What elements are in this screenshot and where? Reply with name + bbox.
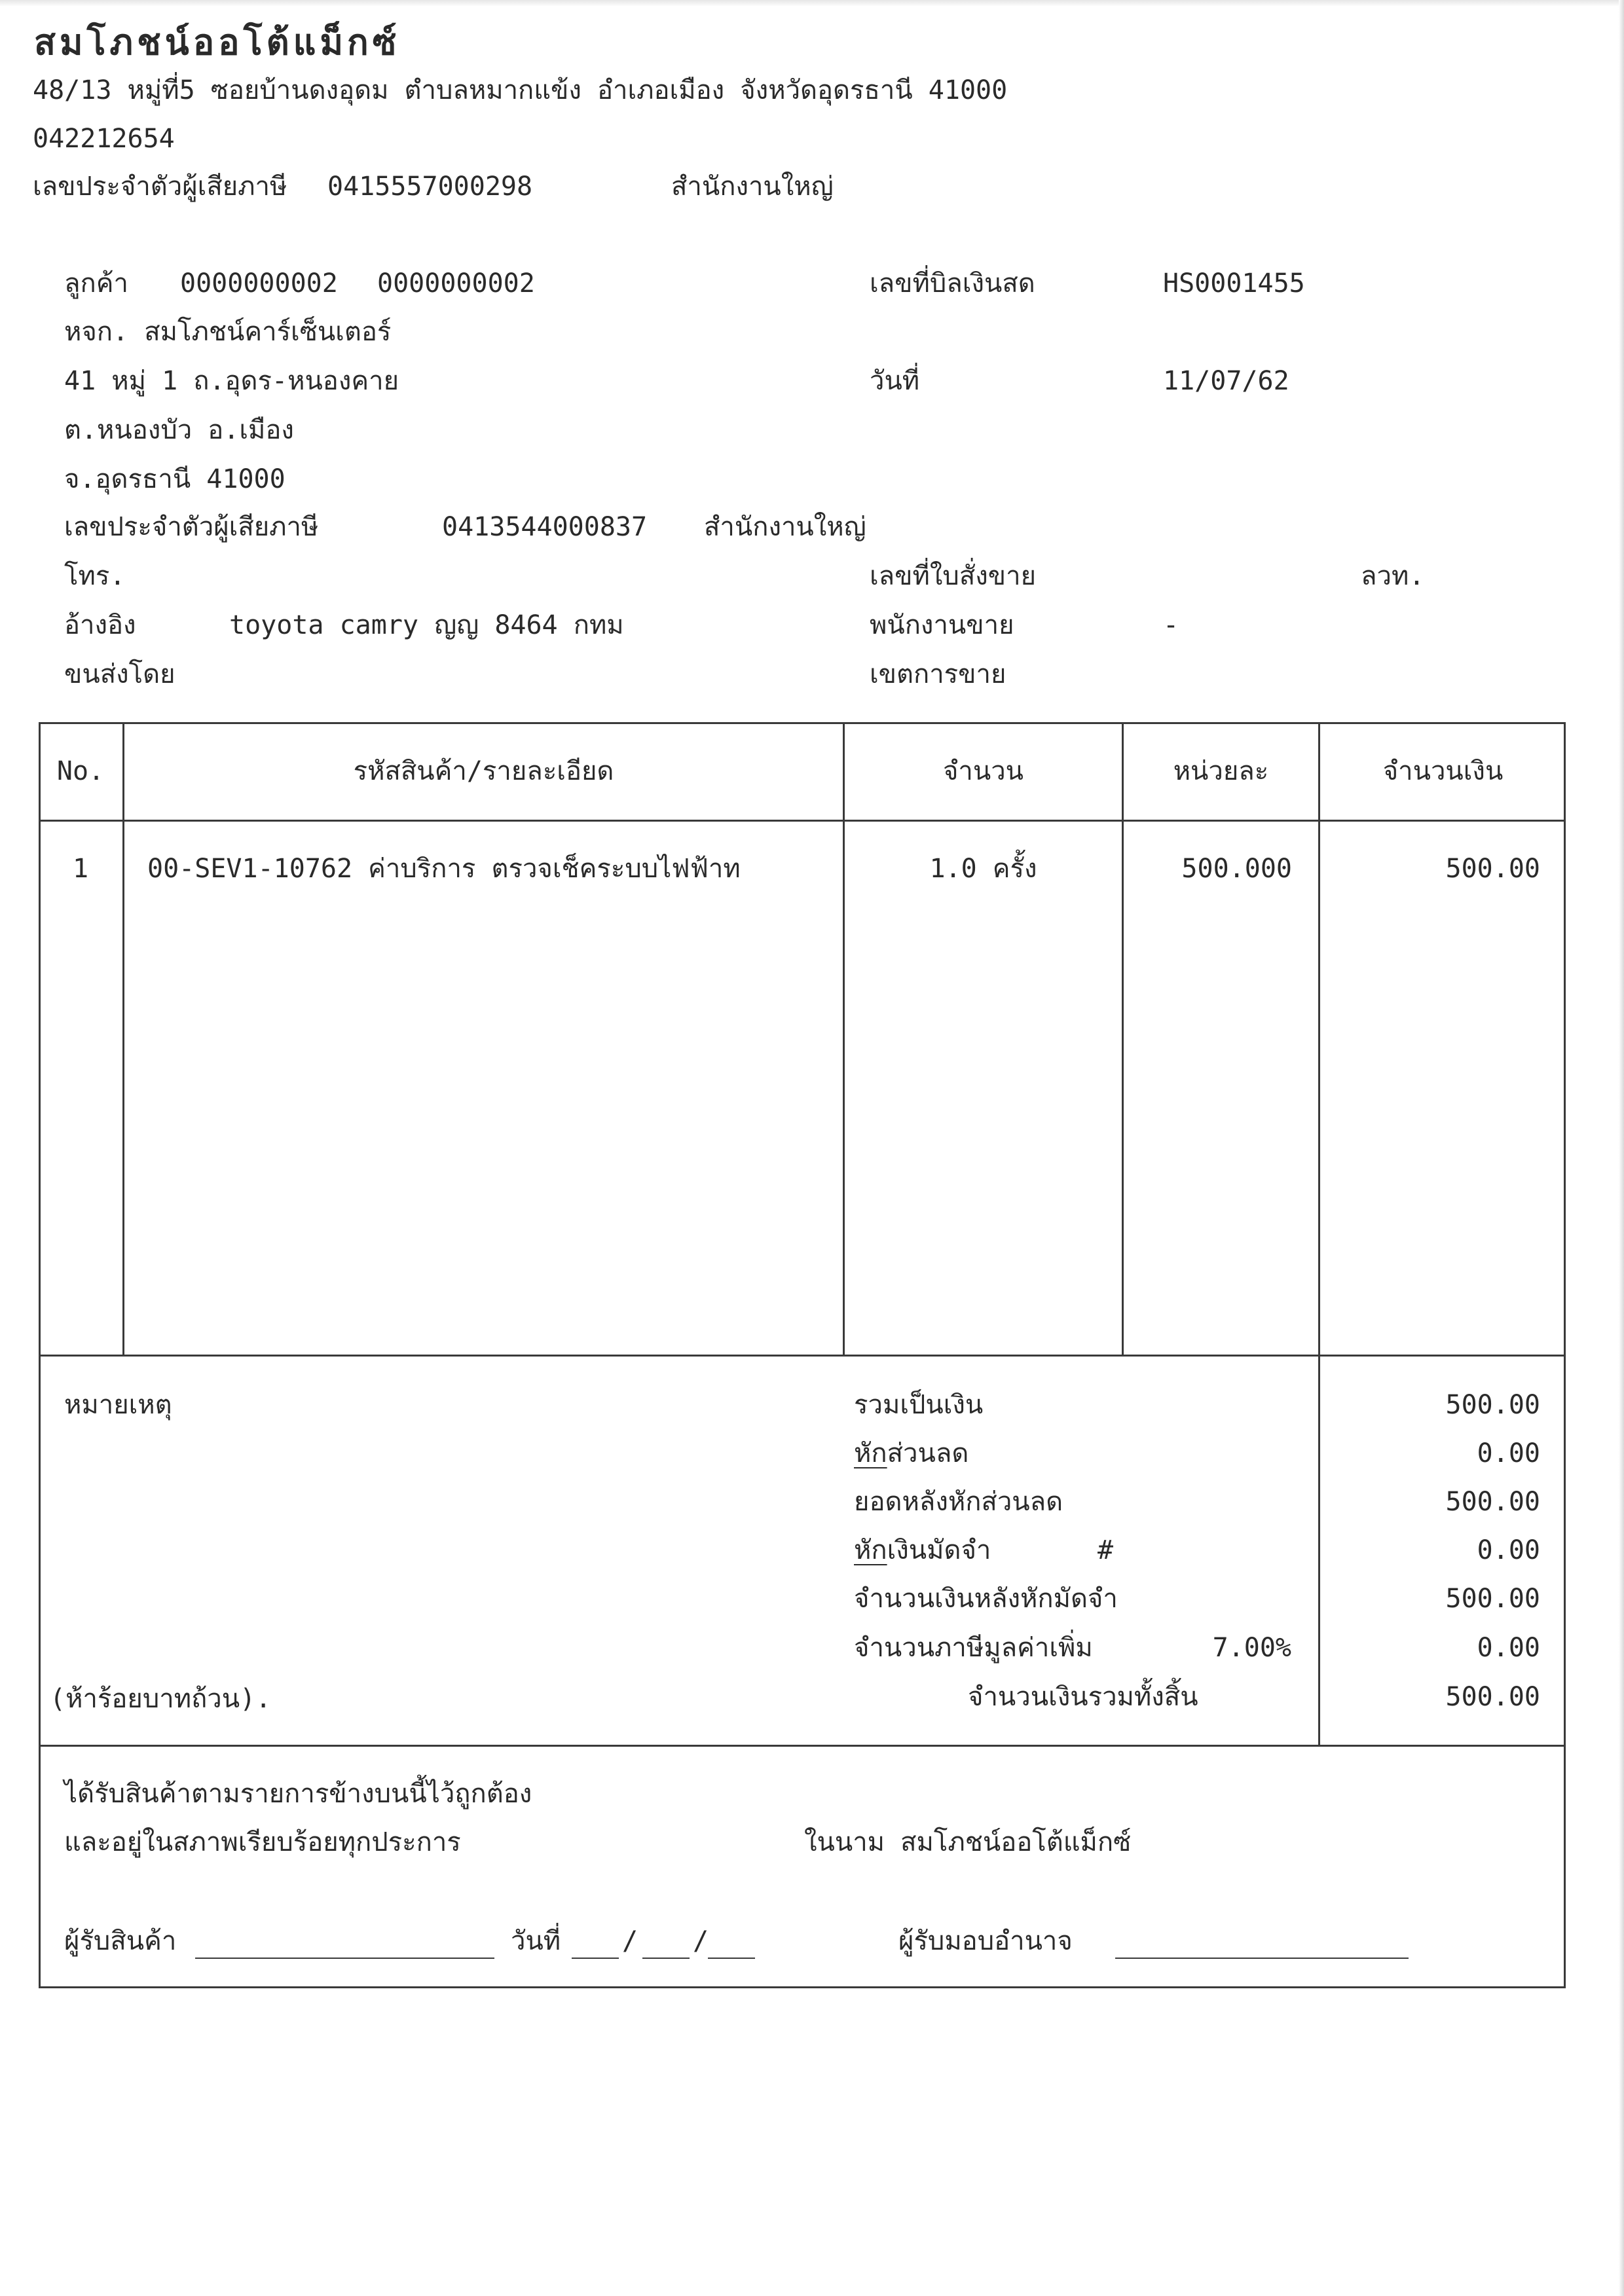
customer-address-2: ต.หนองบัว อ.เมือง (64, 415, 294, 445)
row-1-description: 00-SEV1-10762 ค่าบริการ ตรวจเช็คระบบไฟฟ้าท (147, 854, 741, 884)
subtotal-label: รวมเป็นเงิน (854, 1390, 984, 1420)
table-body-divider (39, 1355, 1566, 1357)
col-divider-quantity (1122, 722, 1124, 1355)
vat-label: จำนวนภาษีมูลค่าเพิ่ม (854, 1633, 1093, 1663)
discount-label-rest: ส่วนลด (887, 1438, 969, 1468)
remarks-label: หมายเหตุ (64, 1390, 172, 1420)
row-1-quantity: 1.0 ครั้ง (929, 854, 1037, 884)
customer-tax-id-label: เลขประจำตัวผู้เสียภาษี (64, 512, 319, 542)
after-deposit-value: 500.00 (1445, 1584, 1540, 1614)
col-divider-no (122, 722, 124, 1355)
customer-branch: สำนักงานใหญ่ (704, 512, 866, 542)
company-phone: 042212654 (33, 124, 175, 154)
sales-order-label: เลขที่ใบสั่งขาย (870, 561, 1037, 591)
after-discount-value: 500.00 (1445, 1487, 1540, 1517)
reference-label: อ้างอิง (64, 610, 136, 640)
deposit-hash: # (1098, 1535, 1114, 1565)
header-description: รหัสสินค้า/รายละเอียด (353, 756, 614, 786)
header-unit-price: หน่วยละ (1173, 756, 1269, 786)
col-divider-description (843, 722, 845, 1355)
header-amount: จำนวนเงิน (1382, 756, 1504, 786)
row-1-no: 1 (72, 854, 89, 884)
discount-label-prefix: หัก (854, 1438, 887, 1468)
customer-phone-label: โทร. (64, 561, 126, 591)
shipping-label: ขนส่งโดย (64, 659, 175, 689)
bill-date: 11/07/62 (1163, 366, 1289, 396)
received-line-1: ได้รับสินค้าตามรายการข้างบนนี้ไว้ถูกต้อง (64, 1779, 532, 1809)
receive-date-label: วันที่ (511, 1926, 561, 1956)
company-address: 48/13 หมู่ที่5 ซอยบ้านดงอุดม ตำบลหมากแข้ง อำเภอเมือง จังหวัดอุดรธานี 41000 (33, 75, 1008, 105)
reference-value: toyota camry ญญ 8464 กทม (229, 610, 624, 640)
receive-date-month-line (642, 1958, 690, 1959)
sales-order-suffix: ลวท. (1361, 561, 1425, 591)
receive-date-year-line (708, 1958, 755, 1959)
header-quantity: จำนวน (942, 756, 1024, 786)
customer-label: ลูกค้า (64, 268, 128, 299)
company-tax-id: 0415557000298 (327, 172, 533, 202)
bill-number-label: เลขที่บิลเงินสด (870, 268, 1035, 299)
discount-label (854, 1440, 969, 1467)
customer-name: หจก. สมโภชน์คาร์เซ็นเตอร์ (64, 317, 392, 347)
company-name: สมโภชน์ออโต้แม็กซ์ (34, 22, 401, 63)
company-tax-id-label: เลขประจำตัวผู้เสียภาษี (33, 172, 287, 202)
vat-rate: 7.00% (1212, 1633, 1291, 1663)
salesperson-value: - (1163, 610, 1179, 640)
grand-total-value: 500.00 (1445, 1682, 1540, 1712)
amount-in-words: (ห้าร้อยบาทถ้วน). (50, 1684, 272, 1714)
authorized-signature-line (1115, 1958, 1409, 1959)
deposit-label-prefix: หัก (854, 1535, 887, 1565)
deposit-label-rest: เงินมัดจำ (887, 1535, 991, 1565)
row-1-amount: 500.00 (1445, 854, 1540, 884)
customer-code-2: 0000000002 (377, 268, 535, 299)
bill-date-label: วันที่ (870, 366, 920, 396)
receive-date-day-line (572, 1958, 619, 1959)
deposit-value: 0.00 (1477, 1535, 1540, 1565)
header-no: No. (56, 756, 105, 786)
deposit-label (854, 1537, 991, 1563)
salesperson-label: พนักงานขาย (870, 610, 1014, 640)
table-header-divider (39, 820, 1566, 822)
authorized-label: ผู้รับมอบอำนาจ (898, 1926, 1073, 1956)
summary-footer-divider (39, 1745, 1566, 1747)
after-deposit-label: จำนวนเงินหลังหักมัดจำ (854, 1584, 1118, 1614)
subtotal-value: 500.00 (1445, 1390, 1540, 1420)
on-behalf-of: ในนาม สมโภชน์ออโต้แม็กซ์ (804, 1827, 1132, 1857)
vat-value: 0.00 (1477, 1633, 1540, 1663)
bill-number: HS0001455 (1163, 268, 1305, 299)
scan-right-edge (1619, 0, 1624, 2296)
receiver-label: ผู้รับสินค้า (64, 1926, 177, 1956)
company-branch: สำนักงานใหญ่ (671, 172, 834, 202)
grand-total-label: จำนวนเงินรวมทั้งสิ้น (968, 1682, 1198, 1712)
scan-top-edge (0, 0, 1624, 7)
customer-tax-id: 0413544000837 (442, 512, 648, 542)
sales-area-label: เขตการขาย (870, 659, 1006, 689)
customer-code-1: 0000000002 (180, 268, 338, 299)
receiver-signature-line (195, 1958, 494, 1959)
row-1-unit-price: 500.000 (1181, 854, 1292, 884)
receive-date-separator-1: / (622, 1926, 638, 1956)
receive-date-separator-2: / (693, 1926, 709, 1956)
customer-address-1: 41 หมู่ 1 ถ.อุดร-หนองคาย (64, 366, 399, 396)
after-discount-label: ยอดหลังหักส่วนลด (854, 1487, 1063, 1517)
discount-value: 0.00 (1477, 1438, 1540, 1468)
received-line-2: และอยู่ในสภาพเรียบร้อยทุกประการ (64, 1827, 461, 1857)
customer-address-3: จ.อุดรธานี 41000 (64, 464, 286, 494)
